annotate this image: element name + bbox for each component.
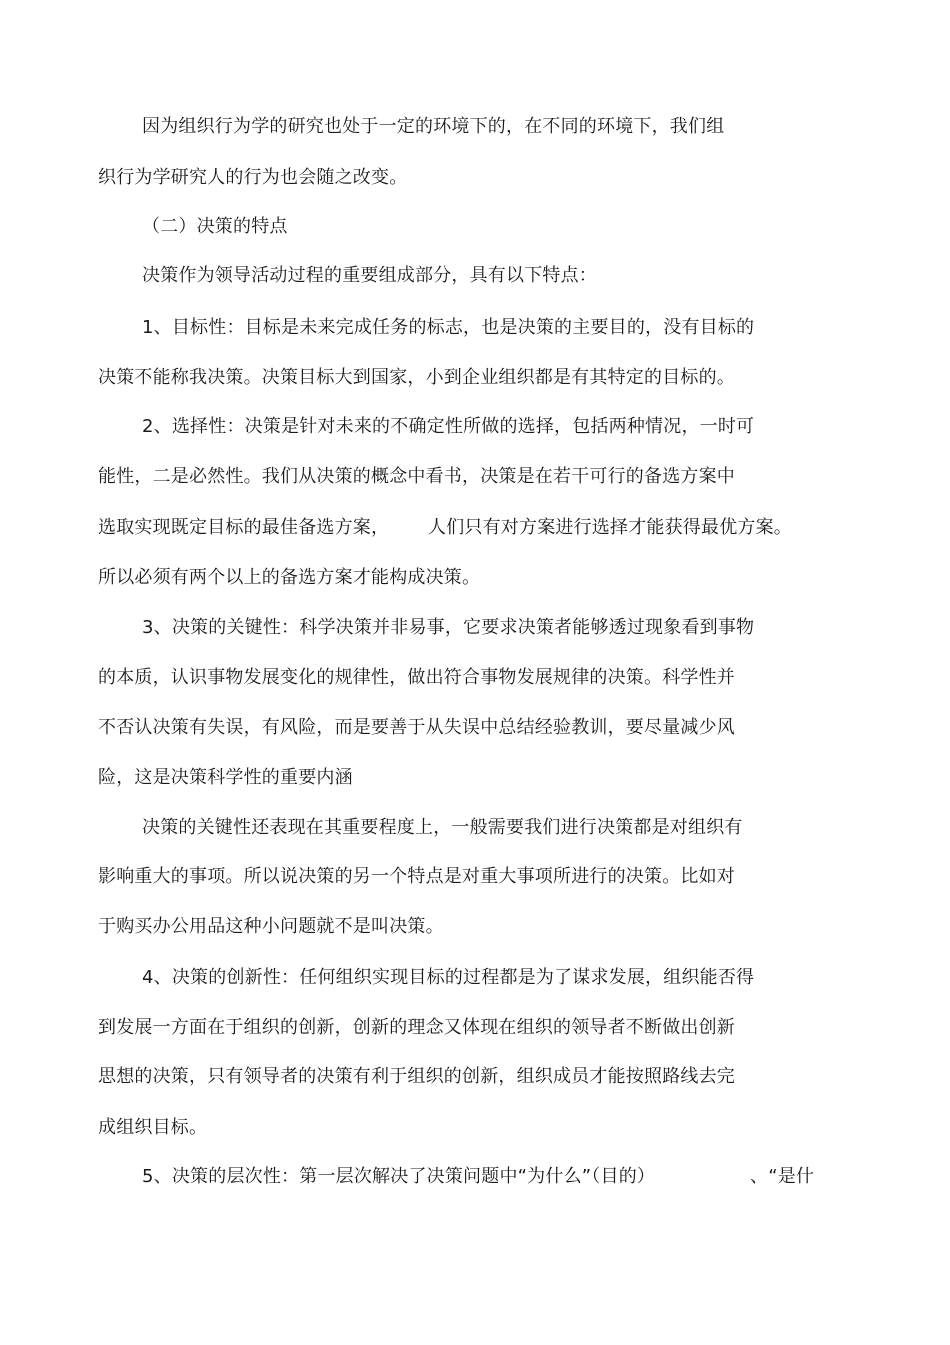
text-line: 2、选择性：决策是针对未来的不确定性所做的选择，包括两种情况，一时可 (142, 416, 755, 437)
text-line: 险，这是决策科学性的重要内涵 (98, 767, 353, 788)
text-line: 决策作为领导活动过程的重要组成部分，具有以下特点： (142, 265, 597, 286)
text-line: 决策不能称我决策。决策目标大到国家，小到企业组织都是有其特定的目标的。 (98, 367, 735, 388)
text-line: 织行为学研究人的行为也会随之改变。 (98, 167, 408, 188)
text-line: 、“是什 (750, 1166, 815, 1187)
text-line: 影响重大的事项。所以说决策的另一个特点是对重大事项所进行的决策。比如对 (98, 866, 735, 887)
text-line: 4、决策的创新性：任何组织实现目标的过程都是为了谋求发展，组织能否得 (142, 967, 755, 988)
text-line: 成组织目标。 (98, 1117, 208, 1138)
text-line: 因为组织行为学的研究也处于一定的环境下的，在不同的环境下，我们组 (142, 116, 725, 137)
text-line: 3、决策的关键性：科学决策并非易事，它要求决策者能够透过现象看到事物 (142, 617, 755, 638)
text-line: 1、目标性：目标是未来完成任务的标志，也是决策的主要目的，没有目标的 (142, 317, 755, 338)
text-line: 决策的关键性还表现在其重要程度上，一般需要我们进行决策都是对组织有 (142, 817, 743, 838)
text-line: 不否认决策有失误，有风险，而是要善于从失误中总结经验教训，要尽量减少风 (98, 717, 735, 738)
text-line: 选取实现既定目标的最佳备选方案， (98, 517, 390, 538)
text-line: 到发展一方面在于组织的创新，创新的理念又体现在组织的领导者不断做出创新 (98, 1017, 735, 1038)
section-heading: （二）决策的特点 (142, 216, 288, 237)
text-line: 人们只有对方案进行选择才能获得最优方案。 (428, 517, 792, 538)
text-line: 所以必须有两个以上的备选方案才能构成决策。 (98, 567, 481, 588)
text-line: 的本质，认识事物发展变化的规律性，做出符合事物发展规律的决策。科学性并 (98, 667, 735, 688)
text-line: 思想的决策，只有领导者的决策有利于组织的创新，组织成员才能按照路线去完 (98, 1066, 735, 1087)
text-line: 能性，二是必然性。我们从决策的概念中看书，决策是在若干可行的备选方案中 (98, 466, 735, 487)
text-line: 5、决策的层次性：第一层次解决了决策问题中“为什么”（目的） (142, 1166, 656, 1187)
text-line: 于购买办公用品这种小问题就不是叫决策。 (98, 916, 444, 937)
